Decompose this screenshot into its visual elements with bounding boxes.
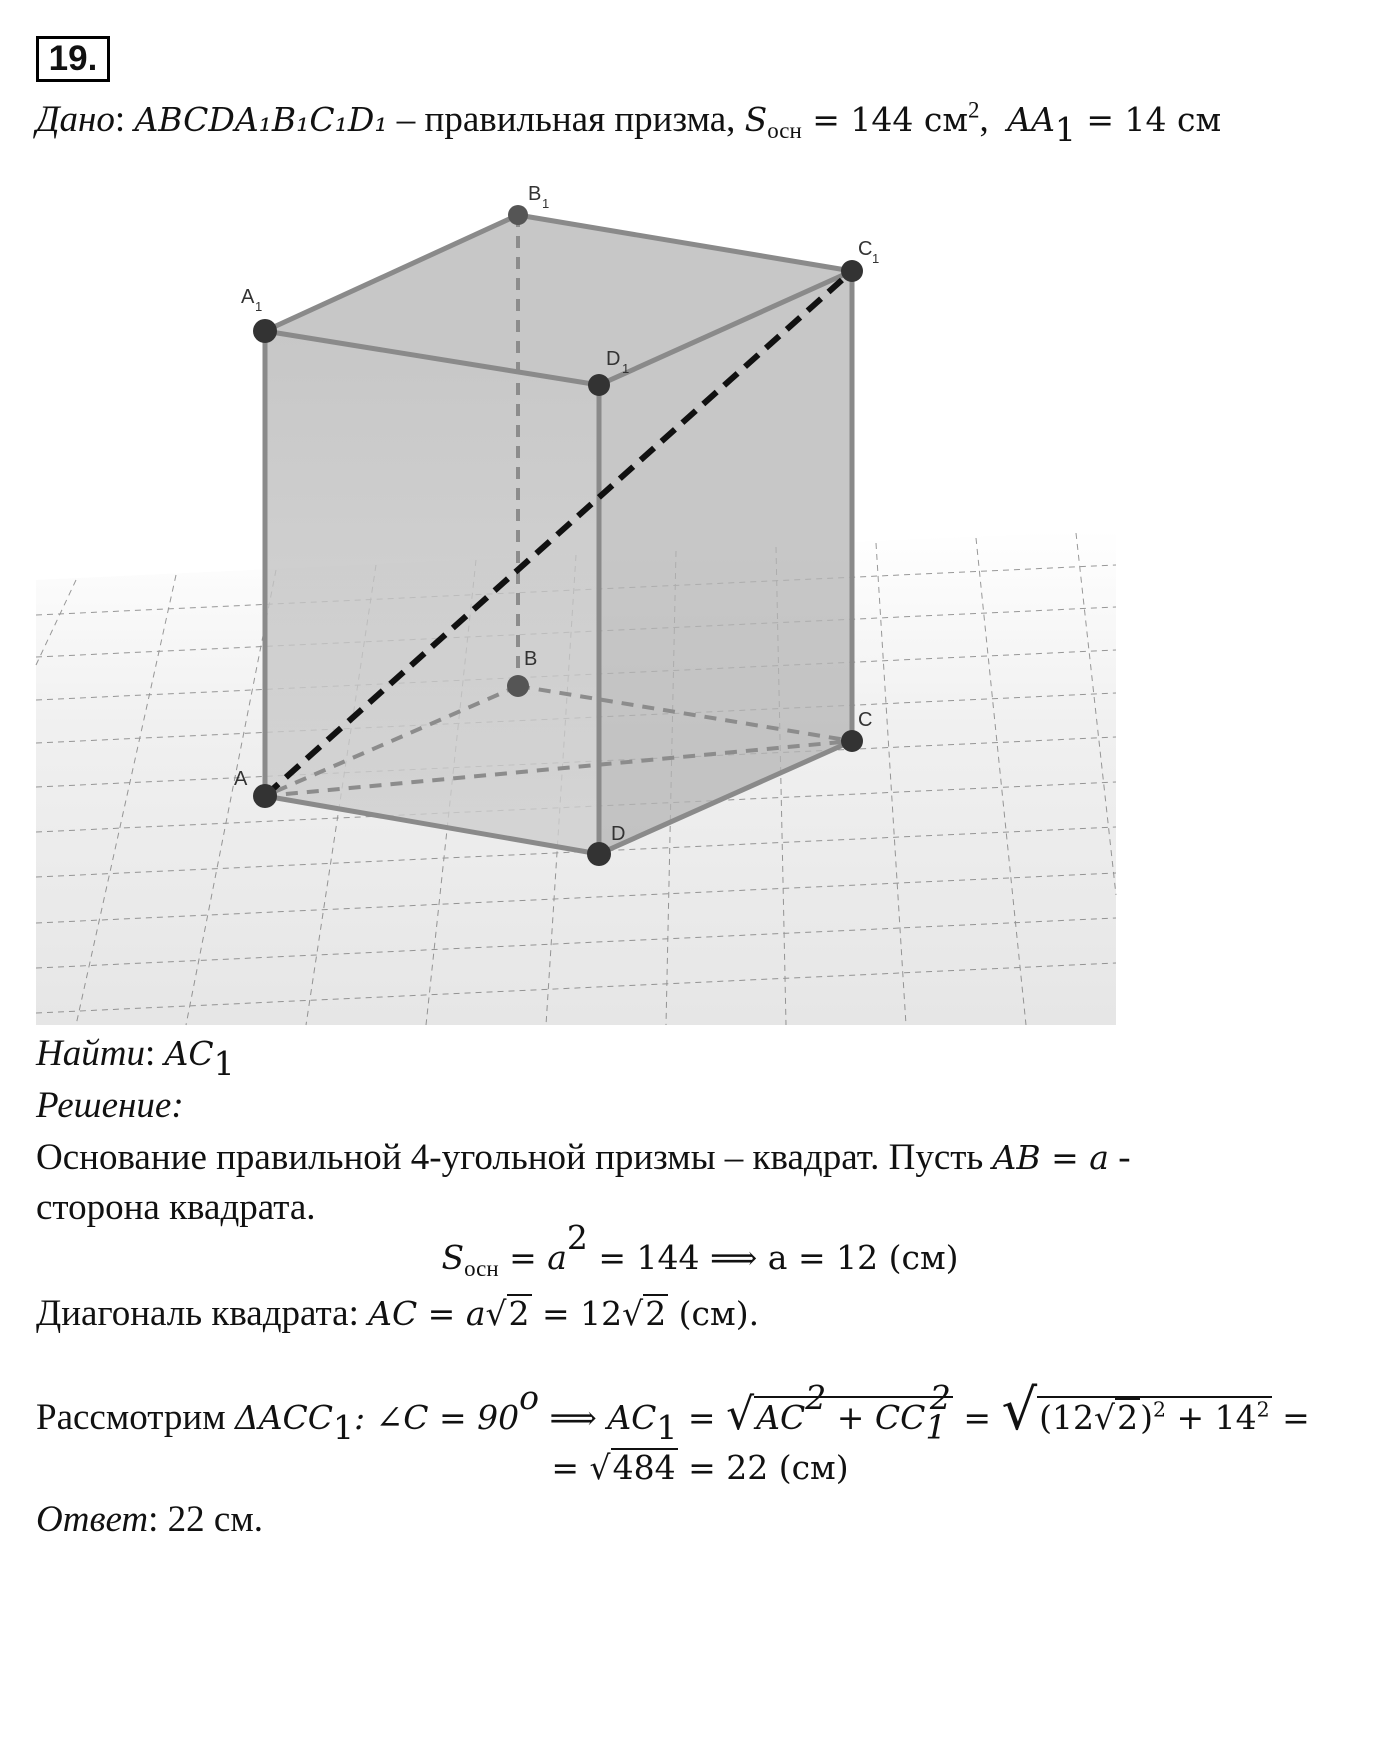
given-line: Дано: ABCDA₁B₁C₁D₁ – правильная призма, $S_{осн} = 144$ $см^2$, $AA_1 = 14$ см bbox=[36, 97, 1222, 149]
equation-area bbox=[0, 1218, 1400, 1281]
angle-sup: o bbox=[519, 1378, 540, 1418]
solution-line1 bbox=[36, 1136, 1131, 1179]
label-c: C bbox=[858, 709, 873, 731]
triangle-name: ΔACC bbox=[234, 1398, 334, 1437]
implies-sub: 1 bbox=[656, 1407, 678, 1447]
label-c1-index: 1 bbox=[872, 251, 880, 266]
eq1-rest: = 144 ⟹ a = 12 (см) bbox=[587, 1238, 959, 1277]
label-a: A bbox=[234, 768, 248, 790]
label-b1-index: 1 bbox=[542, 196, 550, 211]
area-symbol: S bbox=[744, 100, 768, 139]
consider-text: Рассмотрим bbox=[36, 1397, 235, 1438]
answer-value: : 22 см. bbox=[148, 1499, 264, 1540]
solution-line2: сторона квадрата. bbox=[36, 1187, 316, 1228]
diag-rad: 2 bbox=[508, 1294, 530, 1333]
final-eq: = bbox=[551, 1448, 590, 1487]
given-label: Дано bbox=[36, 99, 115, 140]
diag-end: (см). bbox=[668, 1294, 760, 1333]
prism-name: ABCDA₁B₁C₁D₁ bbox=[134, 100, 388, 139]
triangle-sub: 1 bbox=[333, 1407, 355, 1447]
answer-label: Ответ bbox=[36, 1499, 149, 1540]
problem-number: 19. bbox=[36, 36, 110, 82]
area-sub: осн bbox=[767, 117, 802, 143]
area-value: = 144 см bbox=[801, 100, 969, 139]
eq1-s: S bbox=[441, 1238, 465, 1277]
radical-2-end: = bbox=[1271, 1398, 1310, 1437]
eq-sign: = bbox=[677, 1398, 727, 1437]
edge-symbol: AA bbox=[1007, 100, 1055, 139]
diag-math: AC = a bbox=[368, 1294, 486, 1333]
diag-eq: = 12 bbox=[531, 1294, 623, 1333]
solution-label-line: Решение: bbox=[36, 1085, 184, 1126]
radical-2: $(12√2)^2 + 14^2$ bbox=[1039, 1397, 1270, 1437]
diag-label: Диагональ квадрата: bbox=[36, 1293, 369, 1334]
edge-sub: 1 bbox=[1054, 109, 1076, 149]
final-rad: 484 bbox=[612, 1448, 676, 1487]
label-b1: B bbox=[528, 183, 542, 205]
label-d1: D bbox=[606, 348, 621, 370]
solution-label: Решение bbox=[36, 1085, 172, 1126]
eq-sign-2: = bbox=[952, 1398, 1002, 1437]
label-d1-index: 1 bbox=[622, 361, 630, 376]
implies-text: ⟹ AC bbox=[539, 1398, 657, 1437]
label-a1-index: 1 bbox=[255, 299, 263, 314]
solution-line1-text: Основание правильной 4-угольной призмы – квадрат. Пусть bbox=[36, 1137, 993, 1178]
label-b: B bbox=[524, 648, 538, 670]
eq1-a: = a bbox=[498, 1238, 567, 1277]
prism-figure bbox=[36, 183, 1116, 1155]
solution-line1-math: AB = a bbox=[992, 1138, 1109, 1177]
find-label: Найти bbox=[36, 1033, 145, 1074]
find-target-sub: 1 bbox=[213, 1043, 235, 1083]
diagonal-line: Диагональ квадрата: AC = a√2 = 12√2 (см). bbox=[36, 1293, 760, 1334]
find-line: Найти: $AC_1$ bbox=[36, 1033, 235, 1083]
label-d: D bbox=[611, 823, 626, 845]
diag-rad2: 2 bbox=[645, 1294, 667, 1333]
answer-line bbox=[36, 1498, 263, 1541]
area-sup: 2 bbox=[968, 97, 980, 123]
angle-text: : ∠C = 90 bbox=[354, 1398, 520, 1437]
label-c1: C bbox=[858, 238, 873, 260]
final-rest: = 22 (см) bbox=[677, 1448, 849, 1487]
eq1-sup: 2 bbox=[566, 1218, 588, 1258]
final-equation: = √484 = 22 (см) bbox=[551, 1448, 849, 1487]
find-target: AC bbox=[164, 1034, 214, 1073]
eq1-sub: осн bbox=[464, 1255, 499, 1281]
edge-value: = 14 см bbox=[1075, 100, 1222, 139]
radical-1: $AC^2 + CC_1^2$ bbox=[756, 1378, 951, 1447]
solution-line1-end: - bbox=[1108, 1137, 1131, 1178]
given-text: – правильная призма, bbox=[387, 99, 745, 140]
label-a1: A bbox=[241, 286, 255, 308]
triangle-line: Рассмотрим $\Delta ACC_1$: ∠C = $90^o$ ⟹ $AC_1 = √AC^2 + CC_1^2 = √(12√2)^2 + 14^2$ = bbox=[36, 1378, 1310, 1447]
